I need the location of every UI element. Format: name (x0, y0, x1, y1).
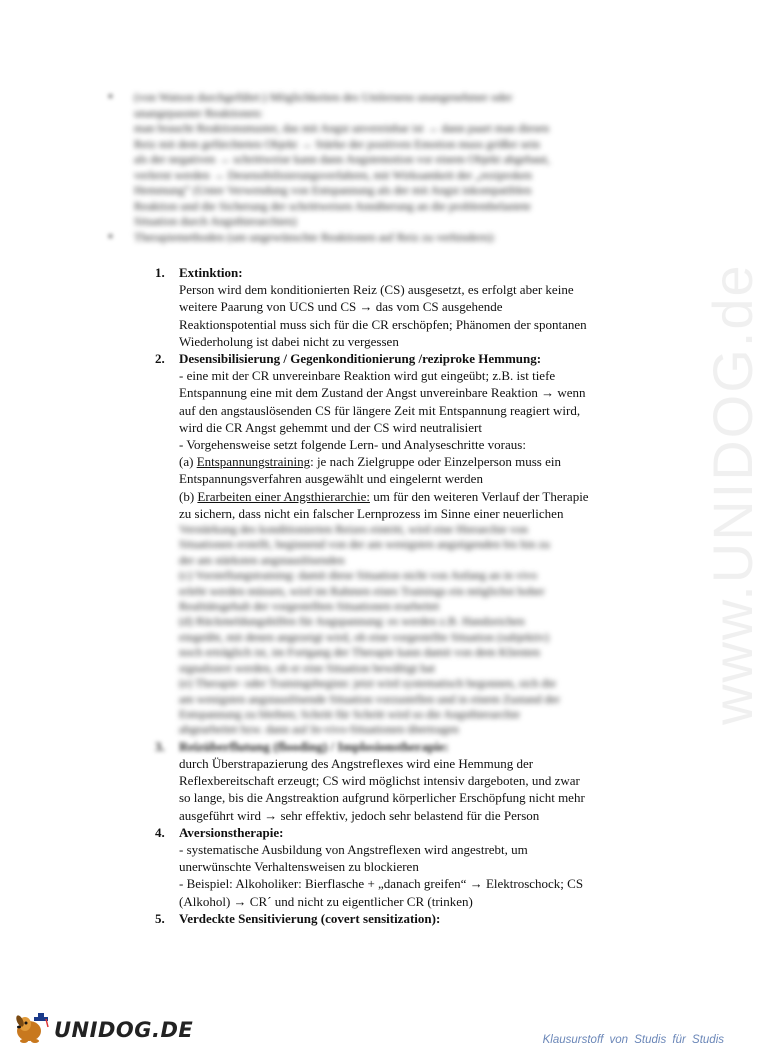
therapy-methods-heading (134, 230, 628, 246)
method-4 (155, 824, 665, 910)
step-b-text: um für den weiteren Verlauf der Therapie (369, 488, 589, 504)
text-line: Hemmung“ (Unter Verwendung von Entspannung als der mit Angst inkompatiblen (134, 183, 532, 197)
text-line: signalisiert werden, ob er eine Situation bewältigt hat (179, 660, 435, 675)
blurred-section (179, 522, 665, 738)
text-line: Reflexbereitschaft erzeugt; CS wird möglichst intensiv dargeboten, und zwar (179, 773, 580, 789)
text-line: eingeübt, mit denen angezeigt wird, ob eine vorgestellte Situation (subjektiv) (179, 629, 550, 644)
logo-text: UNIDOG.DE (54, 1018, 194, 1042)
step-a (179, 453, 665, 470)
method-body (179, 350, 665, 738)
method-title: Aversionstherapie: (179, 824, 284, 840)
bullet-dot-icon: • (108, 229, 113, 245)
method-title: Desensibilisierung / Gegenkonditionierung /reziproke Hemmung: (179, 351, 542, 367)
step-b-term: Erarbeiten einer Angsthierarchie: (197, 488, 370, 504)
text-line: unerwünschte Verhaltensweisen zu blockieren (179, 859, 419, 875)
method-1 (155, 264, 665, 350)
text-line: so lange, bis die Angstreaktion aufgrund körperlicher Erschöpfung nicht mehr (179, 790, 585, 806)
text-line: Person wird dem konditionierten Reiz (CS) ausgesetzt, es erfolgt aber keine (179, 282, 574, 298)
step-a-term: Entspannungstraining (196, 454, 311, 470)
text-line: zu sichern, dass nicht ein falscher Lernprozess im Sinne einer neuerlichen (179, 505, 564, 521)
dog-mascot-icon (12, 1011, 50, 1050)
text-line: (Alkohol) → CR´ und nicht zu eigentlicher CR (trinken) (179, 893, 473, 909)
text-line: Entspannung zu bleiben; Schritt für Schritt wird so die Angsthierarchie (179, 706, 520, 721)
method-body (179, 738, 665, 824)
method-body (179, 264, 665, 350)
intro-bullet-list (108, 90, 628, 245)
method-title: Reizüberflutung (flooding) / Implosionstherapie: (179, 738, 449, 754)
text-line: auf den angstauslösenden CS für längere Zeit mit Entspannung reagiert wird, (179, 402, 581, 418)
text-line: noch erträglich ist, im Fortgang der Therapie kann damit von dem Klienten (179, 645, 541, 660)
text-line: weitere Paarung von UCS und CS → das vom CS ausgehende (179, 299, 503, 315)
text-line: Entspannungsverfahren ausgewählt und eingelernt werden (179, 471, 483, 487)
text-line: Realitätsgehalt der vorgestellten Situationen erarbeitet (179, 599, 440, 614)
text-line: abgearbeitet bzw. dann auf In-vivo-Situationen übertragen (179, 722, 459, 737)
text-line: Entspannung eine mit dem Zustand der Angst unvereinbare Reaktion → wenn (179, 385, 586, 401)
text-line: - eine mit der CR unvereinbare Reaktion wird gut eingeübt; z.B. ist tiefe (179, 368, 556, 384)
method-3 (155, 738, 665, 824)
bullet-dot-icon: • (108, 90, 113, 105)
text-line: (e) Therapie- oder Trainingsbeginn: jetzt wird systematisch begonnen, sich die (179, 676, 557, 691)
text-line: - systematische Ausbildung von Angstreflexen wird angestrebt, um (179, 841, 528, 857)
watermark: www.UNIDOG.de (701, 263, 764, 725)
step-a-text: : je nach Zielgruppe oder Einzelperson muss ein (310, 454, 561, 470)
text-line: wird die CR Angst gehemmt und der CS wird neutralisiert (179, 419, 482, 435)
method-2 (155, 350, 665, 738)
intro-paragraph (134, 90, 628, 230)
text-line: Reiz mit dem gefürchteten Objekt → Stärke der positiven Emotion muss größer sein (134, 136, 540, 151)
text-line: Reaktion und die Sicherung der schrittweisen Annäherung an die problembelastete (134, 198, 531, 213)
method-5 (155, 910, 665, 927)
unidog-logo[interactable] (12, 1012, 192, 1048)
text-line: ausgeführt wird → sehr effektiv, jedoch sehr belastend für die Person (179, 807, 540, 823)
text-line: - Beispiel: Alkoholiker: Bierflasche + „danach greifen“ → Elektroschock; CS (179, 876, 584, 892)
step-a-prefix: (a) (179, 454, 197, 470)
text-line: Reaktionspotential muss sich für die CR erschöpfen; Phänomen der spontanen (179, 316, 587, 332)
text-line: (von Watson durchgeführt:) Möglichkeiten des Umlernens unangenehmer oder (134, 90, 513, 104)
method-number: 2. (155, 351, 165, 367)
method-number: 4. (155, 824, 165, 840)
method-title: Verdeckte Sensitivierung (covert sensitization): (179, 910, 441, 926)
footer-tagline: Klausurstoff von Studis für Studis (542, 1034, 724, 1046)
text-line: Situation durch Angsthierarchien) (134, 214, 297, 228)
text-line: erlebt werden müssen, wird im Rahmen eines Trainings ein möglichst hoher (179, 583, 545, 598)
method-title: Extinktion: (179, 265, 243, 280)
text-line: verlernt werden → Desensibilisierungsverfahren, mit Wirksamkeit der „reziproken (134, 167, 532, 182)
text-line: Situationen erstellt, beginnend von der am wenigsten angstigenden bis hin zu (179, 537, 550, 552)
text-line: unangepasster Reaktionen: (134, 105, 263, 120)
intro-bullet-2 (108, 230, 628, 246)
text-line: Therapiemethoden (um ungewünschte Reaktionen auf Reiz zu verhindern): (134, 229, 496, 244)
step-b (179, 488, 665, 505)
text-line: Wiederholung ist dabei nicht zu vergessen (179, 333, 399, 349)
text-line: als der negativen → schrittweise kann dann Angstemotion vor einem Objekt abgebaut, (134, 152, 550, 166)
text-line: Verstärkung des konditionierten Reizes eintritt, wird eine Hierarchie von (179, 522, 528, 537)
text-line: man braucht Reaktionsmuster, das mit Angst unvereinbar ist → dann paart man diesen (134, 121, 550, 135)
method-number: 1. (155, 265, 165, 280)
text-line: (d) Rückmeldungshilfen für Angspannung: es werden z.B. Handzeichen (179, 614, 525, 629)
text-line: am wenigsten angstauslösende Situation vorzustellen und in einem Zustand der (179, 691, 560, 706)
intro-bullet-1 (108, 90, 628, 230)
text-line: (c) Vorstellungstraining: damit diese Situation nicht von Anfang an in vivo (179, 568, 538, 583)
therapy-method-list (155, 264, 665, 927)
text-line: - Vorgehensweise setzt folgende Lern- und Analyseschritte voraus: (179, 437, 526, 453)
text-line: durch Überstrapazierung des Angstreflexes wird eine Hemmung der (179, 755, 534, 771)
method-body (179, 910, 665, 927)
method-number: 3. (155, 738, 165, 754)
method-body (179, 824, 665, 910)
step-b-prefix: (b) (179, 488, 198, 504)
method-number: 5. (155, 910, 165, 926)
text-line: der am stärksten angstauslösenden (179, 552, 345, 567)
